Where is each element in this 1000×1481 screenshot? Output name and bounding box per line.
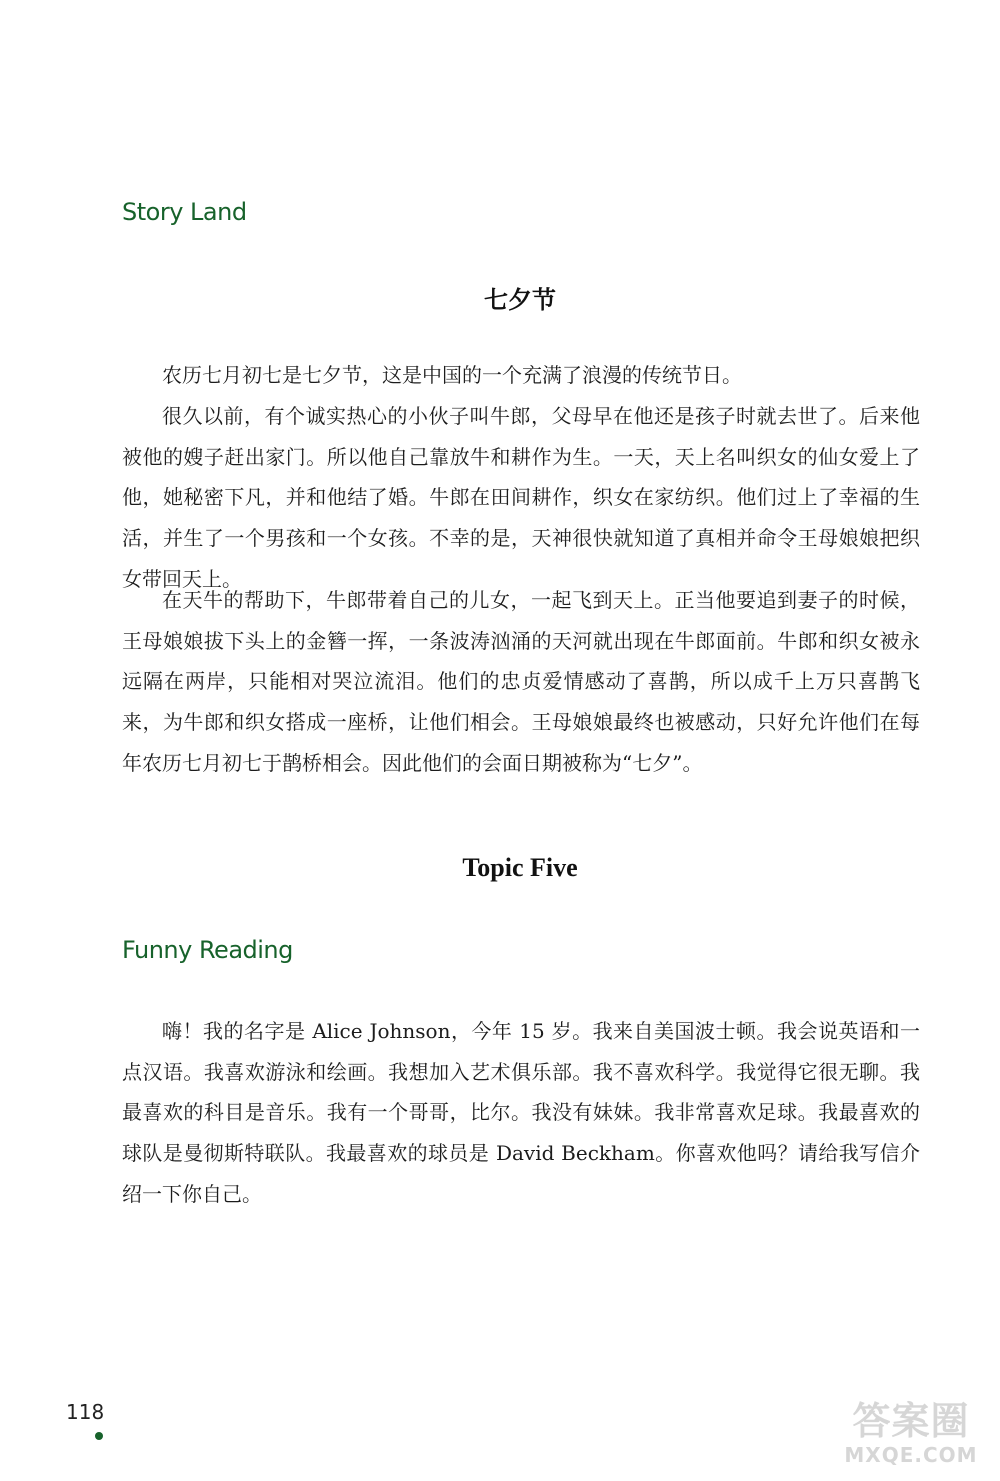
story-paragraph: 农历七月初七是七夕节，这是中国的一个充满了浪漫的传统节日。	[162, 363, 742, 387]
section-label-funny-reading: Funny Reading	[122, 936, 293, 964]
topic-title: Topic Five	[462, 853, 578, 882]
story-paragraph: 在天牛的帮助下，牛郎带着自己的儿女，一起飞到天上。正当他要追到妻子的时候，王母娘娘拔下头上的金簪一挥，一条波涛汹涌的天河就出现在牛郎面前。牛郎和织女被永远隔在两岸，只能相对哭泣流泪。他们的忠贞爱情感动了喜鹊，所以成千上万只喜鹊飞来，为牛郎和织女搭成一座桥，让他们相会。王母娘娘最终也被感动，只好允许他们在每年农历七月初七于鹊桥相会。因此他们的会面日期被称为“七夕”。	[122, 588, 920, 775]
reading-paragraph: 嗨！我的名字是 Alice Johnson，今年 15 岁。我来自美国波士顿。我会说英语和一点汉语。我喜欢游泳和绘画。我想加入艺术俱乐部。我不喜欢科学。我觉得它很无聊。我最喜欢的科目是音乐。我有一个哥哥，比尔。我没有妹妹。我非常喜欢足球。我最喜欢的球队是曼彻斯特联队。我最喜欢的球员是 David Beckham。你喜欢他吗？请给我写信介绍一下你自己。	[122, 1019, 920, 1206]
page-number: 118	[66, 1400, 105, 1424]
watermark-logo: 答案圈	[852, 1399, 970, 1443]
page-dot-ornament	[95, 1432, 103, 1440]
story-paragraph: 很久以前，有个诚实热心的小伙子叫牛郎，父母早在他还是孩子时就去世了。后来他被他的嫂子赶出家门。所以他自己靠放牛和耕作为生。一天，天上名叫织女的仙女爱上了他，她秘密下凡，并和他结了婚。牛郎在田间耕作，织女在家纺织。他们过上了幸福的生活，并生了一个男孩和一个女孩。不幸的是，天神很快就知道了真相并命令王母娘娘把织女带回天上。	[122, 404, 920, 591]
story-title: 七夕节	[484, 285, 556, 314]
section-label-story-land: Story Land	[122, 198, 247, 226]
watermark	[826, 1400, 996, 1468]
watermark-url: MXQE.COM	[844, 1443, 978, 1467]
